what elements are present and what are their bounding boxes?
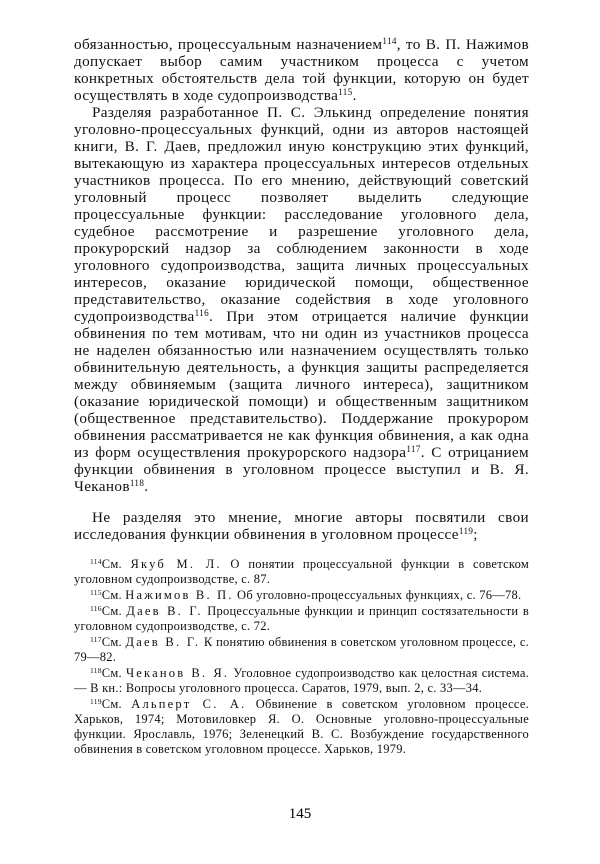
footnote-number: 116 [90,603,102,613]
footnote-ref[interactable]: 117 [406,443,421,454]
paragraph-text: . [352,87,357,104]
footnote [74,635,529,665]
page-number: 145 [288,806,312,822]
footnote-author: Даев В. Г. [125,635,201,649]
footnote-ref[interactable]: 118 [129,477,145,488]
footnote-author: Чеканов В. Я. [125,666,230,680]
paragraph-1 [74,36,529,104]
footnote-ref[interactable]: 119 [458,525,474,536]
footnote-author: Якуб М. Л. [130,557,222,571]
footnote [74,588,529,603]
footnote-prefix: См. [101,635,126,649]
paragraph-text: ; [473,526,478,543]
footnote-ref[interactable]: 114 [382,35,397,46]
footnote-author: Альперт С. А. [131,697,247,711]
footnote-author: Даев В. Г. [126,604,203,618]
paragraph-text: обязанностью, процессуальным назначением [74,36,383,53]
footnote-ref[interactable]: 116 [194,307,209,318]
footnote-text: Об уголовно-процессуальных функциях, с. 76—78. [233,588,522,602]
footnote-text: К понятию обвинения в советском уголовном процессе, с. 79—82. [74,635,529,664]
footnote-text: Уголовное судопроизводство как целостная система. — В кн.: Вопросы уголовного процесса. Саратов, 1979, вып. 2, с. 33—34. [74,666,529,695]
footnote-text: О понятии процессуальной функции в советском уголовном судопроизводстве, с. 87. [74,557,529,586]
footnote-prefix: См. [101,557,131,571]
footnote-text: Процессуальные функции и принцип состязательности в уголовном судопроизводстве, с. 72. [74,604,529,633]
footnote-prefix: См. [101,588,126,602]
paragraph-text: Не разделяя это мнение, многие авторы посвятили свои исследования функции обвинения в уголовном процессе [74,509,529,543]
footnote-author: Нажимов В. П. [125,588,234,602]
footnote-ref[interactable]: 115 [338,86,353,97]
footnote [74,697,529,757]
paragraph-text: Разделяя разработанное П. С. Элькинд определение понятия уголовно-процессуальных функций, одни из авторов настоящей книги, В. Г. Даев, предложил иную конструкцию этих функций, вытекающую из характера процессуальных интересов отдельных участников процесса. По его мнению, действующий советский уголовный процесс позволяет выделить следующие процессуальные функции: расследование уголовного дела, судебное рассмотрение и разрешение уголовного дела, прокурорский надзор за соблюдением законности в ходе уголовного судопроизводства, защита личных процессуальных интересов, оказание юридической помощи, общественное представительство, оказание содействия в ходе уголовного судопроизводства [74,104,529,325]
footnote-number: 114 [90,556,102,566]
footnote-number: 117 [90,634,102,644]
paragraph-2 [74,104,529,495]
page-body [74,36,529,758]
paragraph-3 [74,509,529,543]
footnote-number: 118 [90,665,102,675]
footnote [74,557,529,587]
paragraph-text: . С отрицанием функции обвинения в уголовном процессе выступил и В. Я. Чеканов [74,444,529,495]
footnotes [74,557,529,757]
paragraph-text: . [144,478,149,495]
footnote-prefix: См. [101,697,132,711]
footnote-prefix: См. [101,604,127,618]
footnote-text: Обвинение в советском уголовном процессе. Харьков, 1974; Мотовиловкер Я. О. Основные уголовно-процессуальные функции. Ярославль, 1976; Зеленецкий В. С. Возбуждение государственного обвинения в советском уголовном процессе. Харьков, 1979. [74,697,529,756]
footnote-prefix: См. [101,666,126,680]
footnote-number: 119 [90,696,102,706]
footnote [74,666,529,696]
paragraph-text: . При этом отрицается наличие функции обвинения по тем мотивам, что ни один из участников процесса не наделен обязанностью или назначением осуществлять только обвинительную деятельность, а функция защиты распределяется между обвиняемым (защита личного интереса), защитником (оказание юридической помощи) и общественным защитником (общественное представительство). Поддержание прокурором обвинения рассматривается не как функция обвинения, а как одна из форм осуществления прокурорского надзора [74,308,529,461]
paragraph-text: , то В. П. Нажимов допускает выбор самим участником процесса с учетом конкретных обстоятельств дела той функции, которую он будет осуществлять в ходе судопроизводства [74,36,529,104]
footnote-number: 115 [90,587,102,597]
footnote [74,604,529,634]
